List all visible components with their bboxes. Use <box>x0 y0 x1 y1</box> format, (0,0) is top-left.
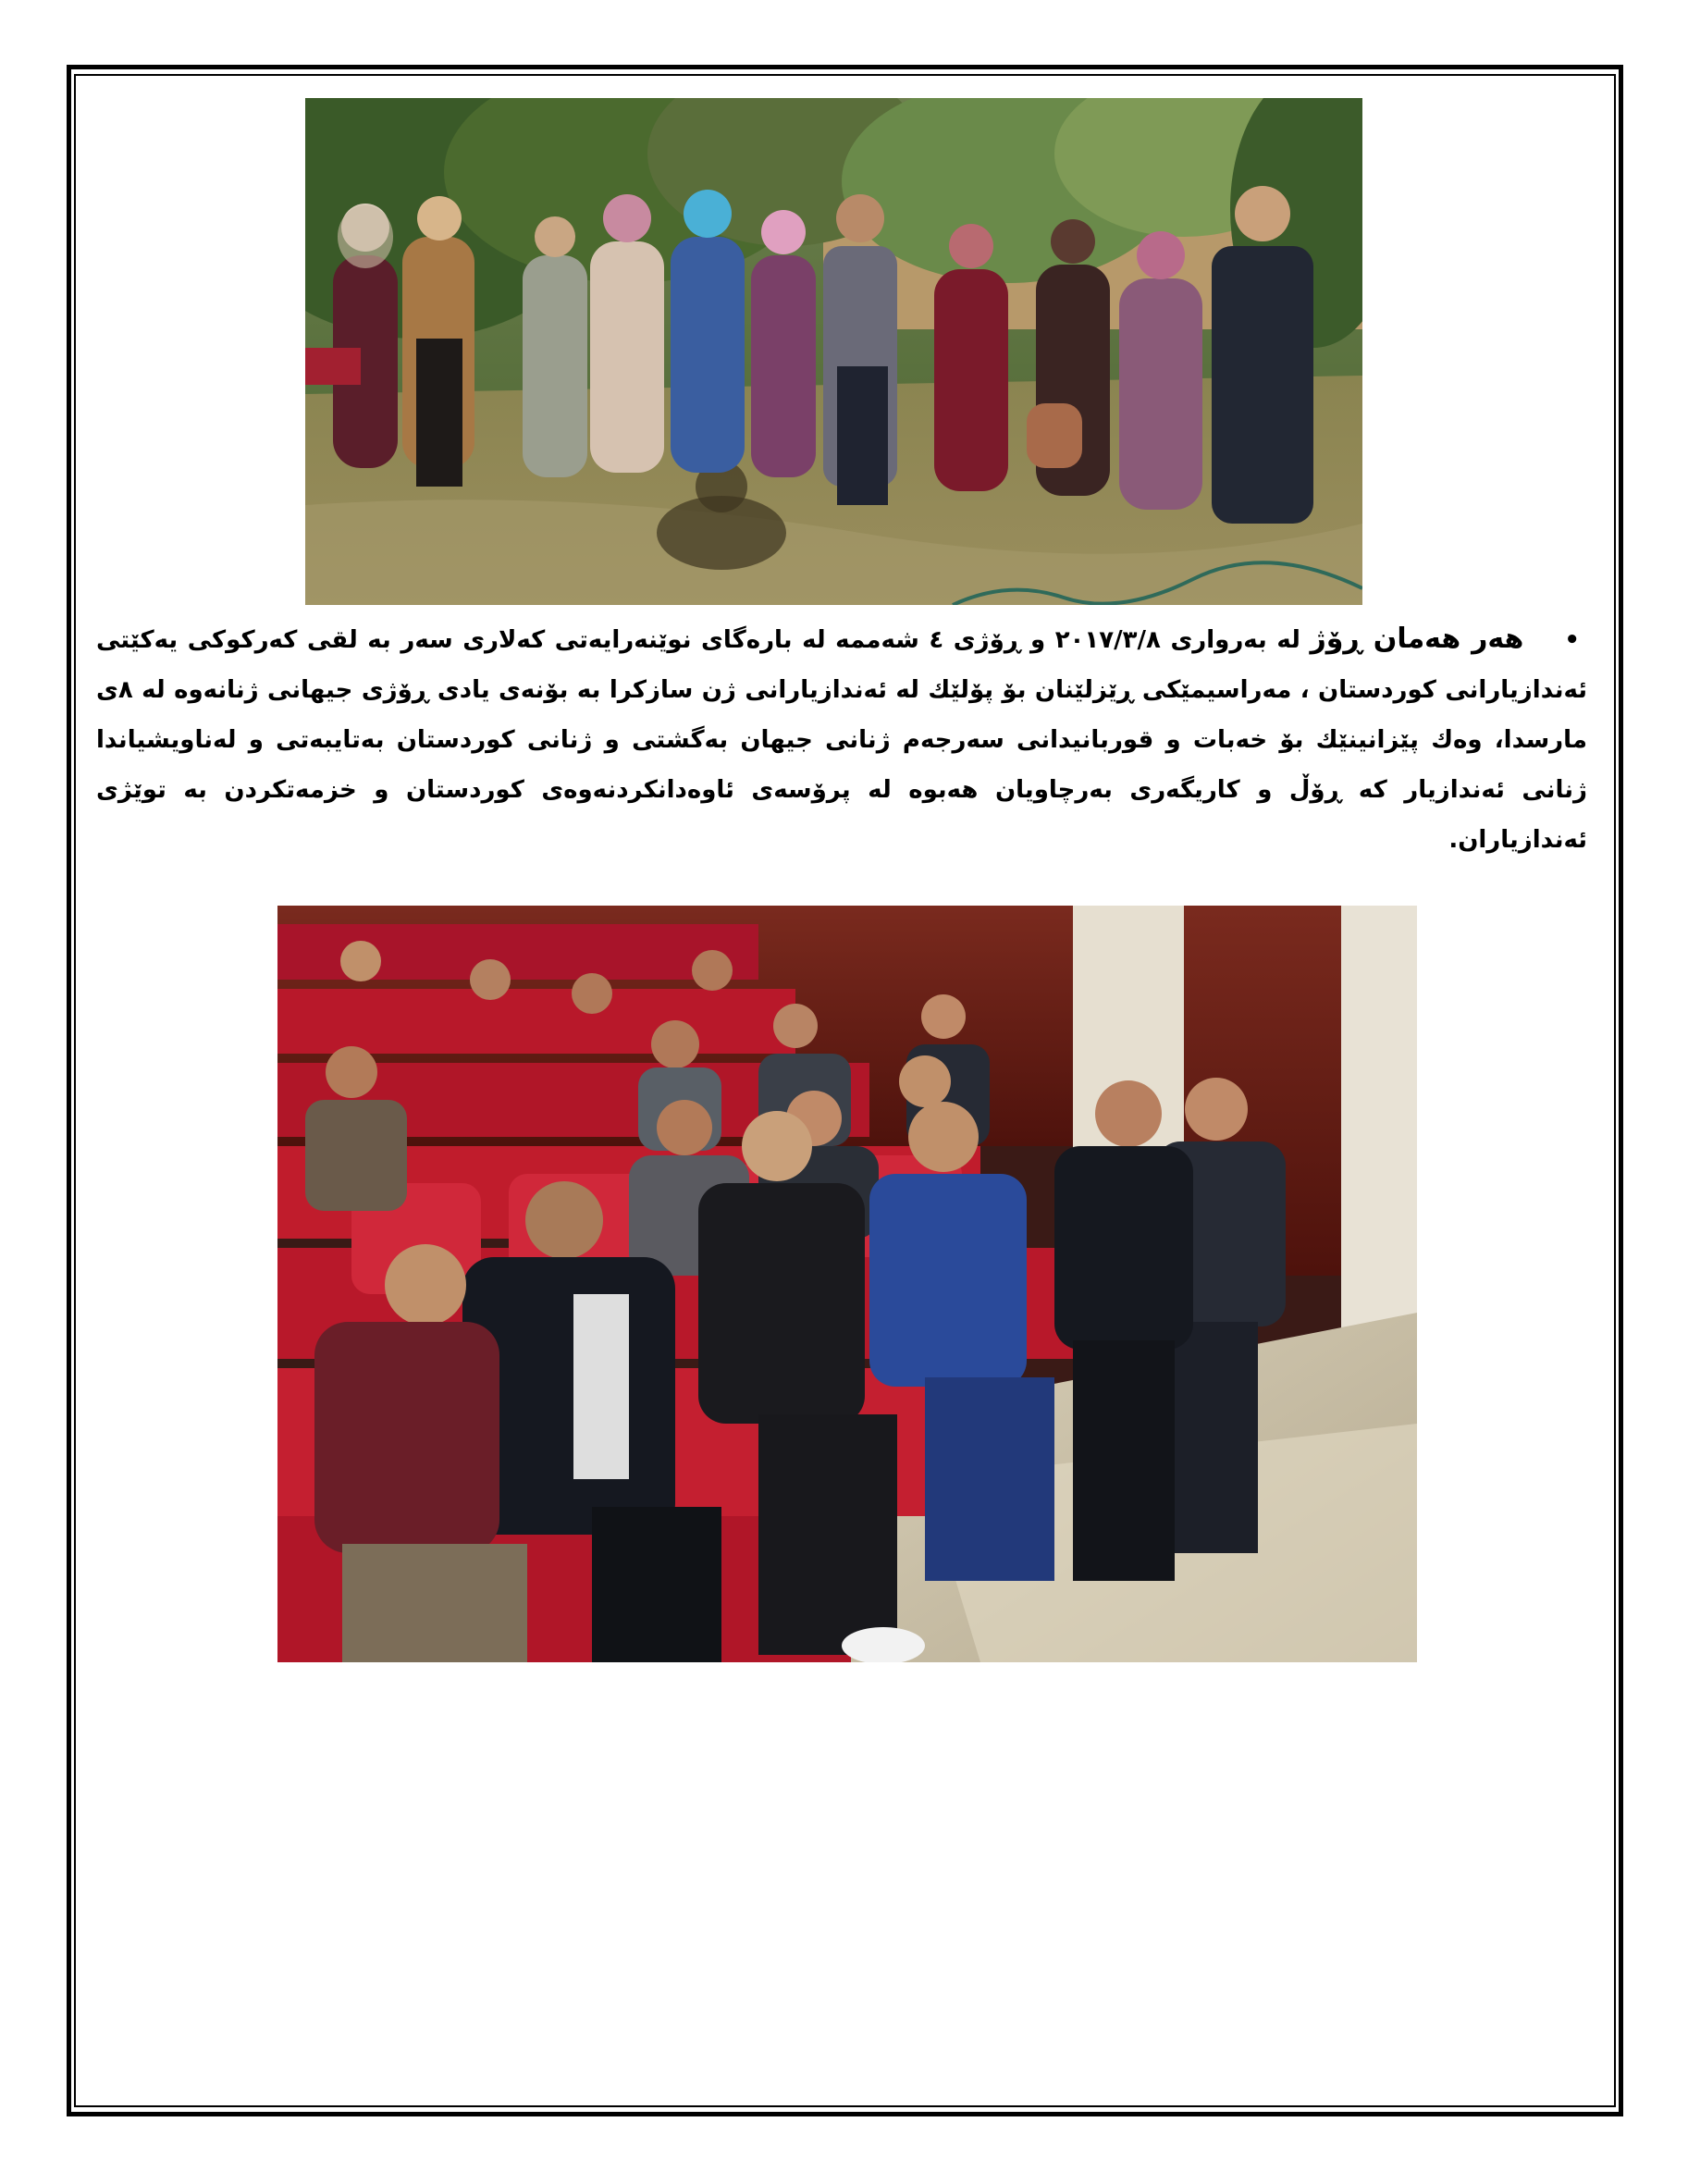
group-photo-garden <box>305 98 1362 605</box>
bullet-point: • <box>1564 626 1580 654</box>
event-description-paragraph <box>96 614 1587 865</box>
group-photo-garden-illustration <box>305 98 1362 605</box>
audience-photo-hall <box>277 906 1417 1662</box>
paragraph-body: لە بەرواری ٢٠١٧/٣/٨ و ڕۆژی ٤ شەممە لە بارەگای نوێنەرایەتی کەلاری سەر بە لقی کەرکوکی یەکێتی ئەندازیارانی کوردستان ، مەراسیمێکی ڕێزلێنان بۆ پۆلێك لە ئەندازیارانی ژن سازکرا بە بۆنەی یادی ڕۆژی جیهانی ژنانەوە لە ٨ی مارسدا، وەك پێزانینێك بۆ خەبات و قوربانیدانی سەرجەم ژنانی جیهان بەگشتی و ژنانی کوردستان بەتایبەتی و لەناویشیاندا ژنانی ئەندازیار کە ڕۆڵ و کاریگەری بەرچاویان هەبوە لە پرۆسەی ئاوەدانکردنەوەی کوردستان و خزمەتکردن بە توێژی ئەندازیاران. <box>96 626 1587 854</box>
audience-photo-hall-illustration <box>277 906 1417 1662</box>
paragraph-lead: هەر هەمان ڕۆژ <box>1310 623 1524 655</box>
